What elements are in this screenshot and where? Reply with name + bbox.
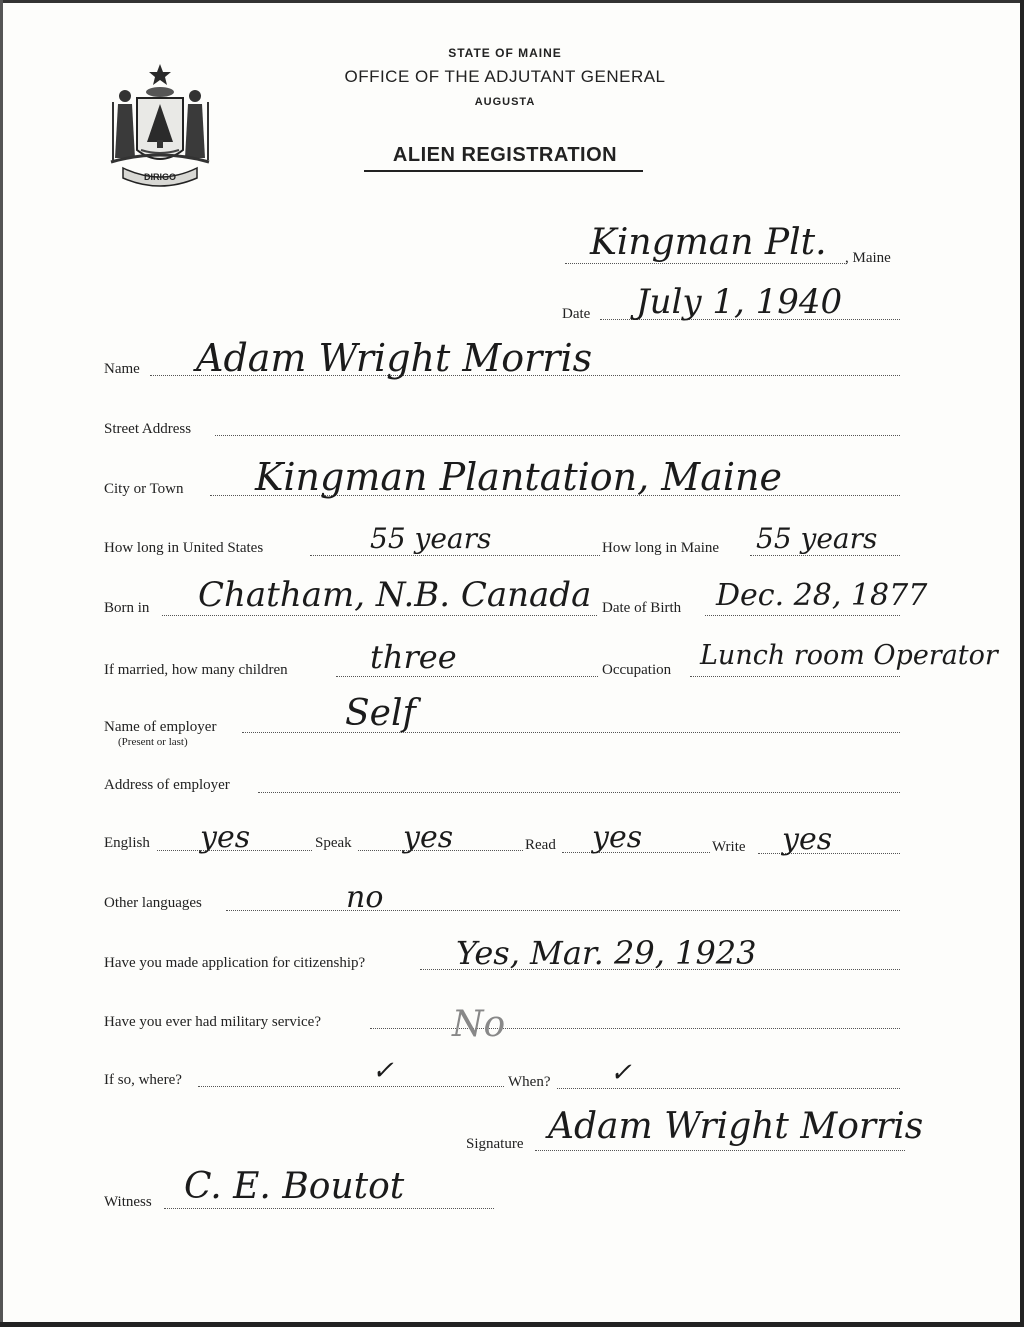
date-entry: July 1, 1940 [636,282,843,322]
city-heading: AUGUSTA [474,96,536,108]
signature-line [535,1150,905,1151]
other-languages-entry: no [346,880,384,915]
employer-entry: Self [345,693,416,734]
where-label: If so, where? [104,1072,182,1088]
scan-edge-bottom [0,1322,1024,1327]
born-label: Born in [104,600,150,616]
name-label: Name [104,361,140,377]
street-line [215,435,900,436]
when-line [557,1088,900,1089]
date-label: Date [562,306,591,322]
how-long-us-label: How long in United States [104,540,264,556]
state-seal [105,58,215,188]
occupation-label: Occupation [602,662,672,678]
scan-edge-top [0,0,1024,3]
english-entry: yes [200,820,251,855]
write-entry: yes [782,822,833,857]
how-long-us-entry: 55 years [370,522,492,555]
born-line [162,615,597,616]
signature-entry: Adam Wright Morris [548,1106,924,1147]
citizenship-entry: Yes, Mar. 29, 1923 [456,934,757,972]
children-entry: three [370,638,457,676]
born-entry: Chatham, N.B. Canada [198,575,592,615]
read-entry: yes [592,820,643,855]
how-long-maine-line [750,555,900,556]
name-entry: Adam Wright Morris [196,336,593,380]
read-label: Read [525,837,556,853]
citizenship-label: Have you made application for citizenship? [104,955,366,971]
other-languages-line [226,910,900,911]
employer-address-line [258,792,900,793]
dob-line [705,615,900,616]
english-label: English [104,835,150,851]
how-long-maine-label: How long in Maine [602,540,720,556]
other-languages-label: Other languages [104,895,202,911]
scan-edge-right [1020,0,1024,1327]
employer-address-label: Address of employer [104,777,230,793]
when-label: When? [508,1074,551,1090]
write-label: Write [712,839,746,855]
military-label: Have you ever had military service? [104,1014,321,1030]
street-label: Street Address [104,421,192,437]
form-title: ALIEN REGISTRATION [392,144,618,166]
where-checkmark: ✓ [372,1056,394,1086]
maine-seal-icon [105,58,215,188]
occupation-entry: Lunch room Operator [700,640,998,671]
speak-entry: yes [403,820,454,855]
when-checkmark: ✓ [610,1058,632,1088]
how-long-maine-entry: 55 years [756,522,878,555]
city-entry: Kingman Plantation, Maine [255,455,782,499]
how-long-us-line [310,555,600,556]
dob-label: Date of Birth [602,600,682,616]
witness-line [164,1208,494,1209]
city-label: City or Town [104,481,184,497]
employer-line [242,732,900,733]
place-line [565,263,847,264]
state-heading: STATE OF MAINE [448,46,562,60]
employer-label: Name of employer [104,719,217,735]
employer-sublabel: (Present or last) [118,736,188,748]
occupation-line [690,676,900,677]
speak-label: Speak [315,835,352,851]
military-entry: No [452,1004,506,1045]
signature-label: Signature [466,1136,524,1152]
svg-text:DIRIGO: DIRIGO [143,172,177,182]
title-underline [364,170,643,172]
dob-entry: Dec. 28, 1877 [716,578,928,613]
witness-entry: C. E. Boutot [184,1166,405,1207]
witness-label: Witness [104,1194,152,1210]
children-line [336,676,598,677]
military-line [370,1028,900,1029]
place-suffix: , Maine [845,250,891,266]
office-heading: OFFICE OF THE ADJUTANT GENERAL [344,67,666,86]
place-entry: Kingman Plt. [590,222,827,263]
scan-edge-left [0,0,3,1327]
children-label: If married, how many children [104,662,288,678]
where-line [198,1086,504,1087]
